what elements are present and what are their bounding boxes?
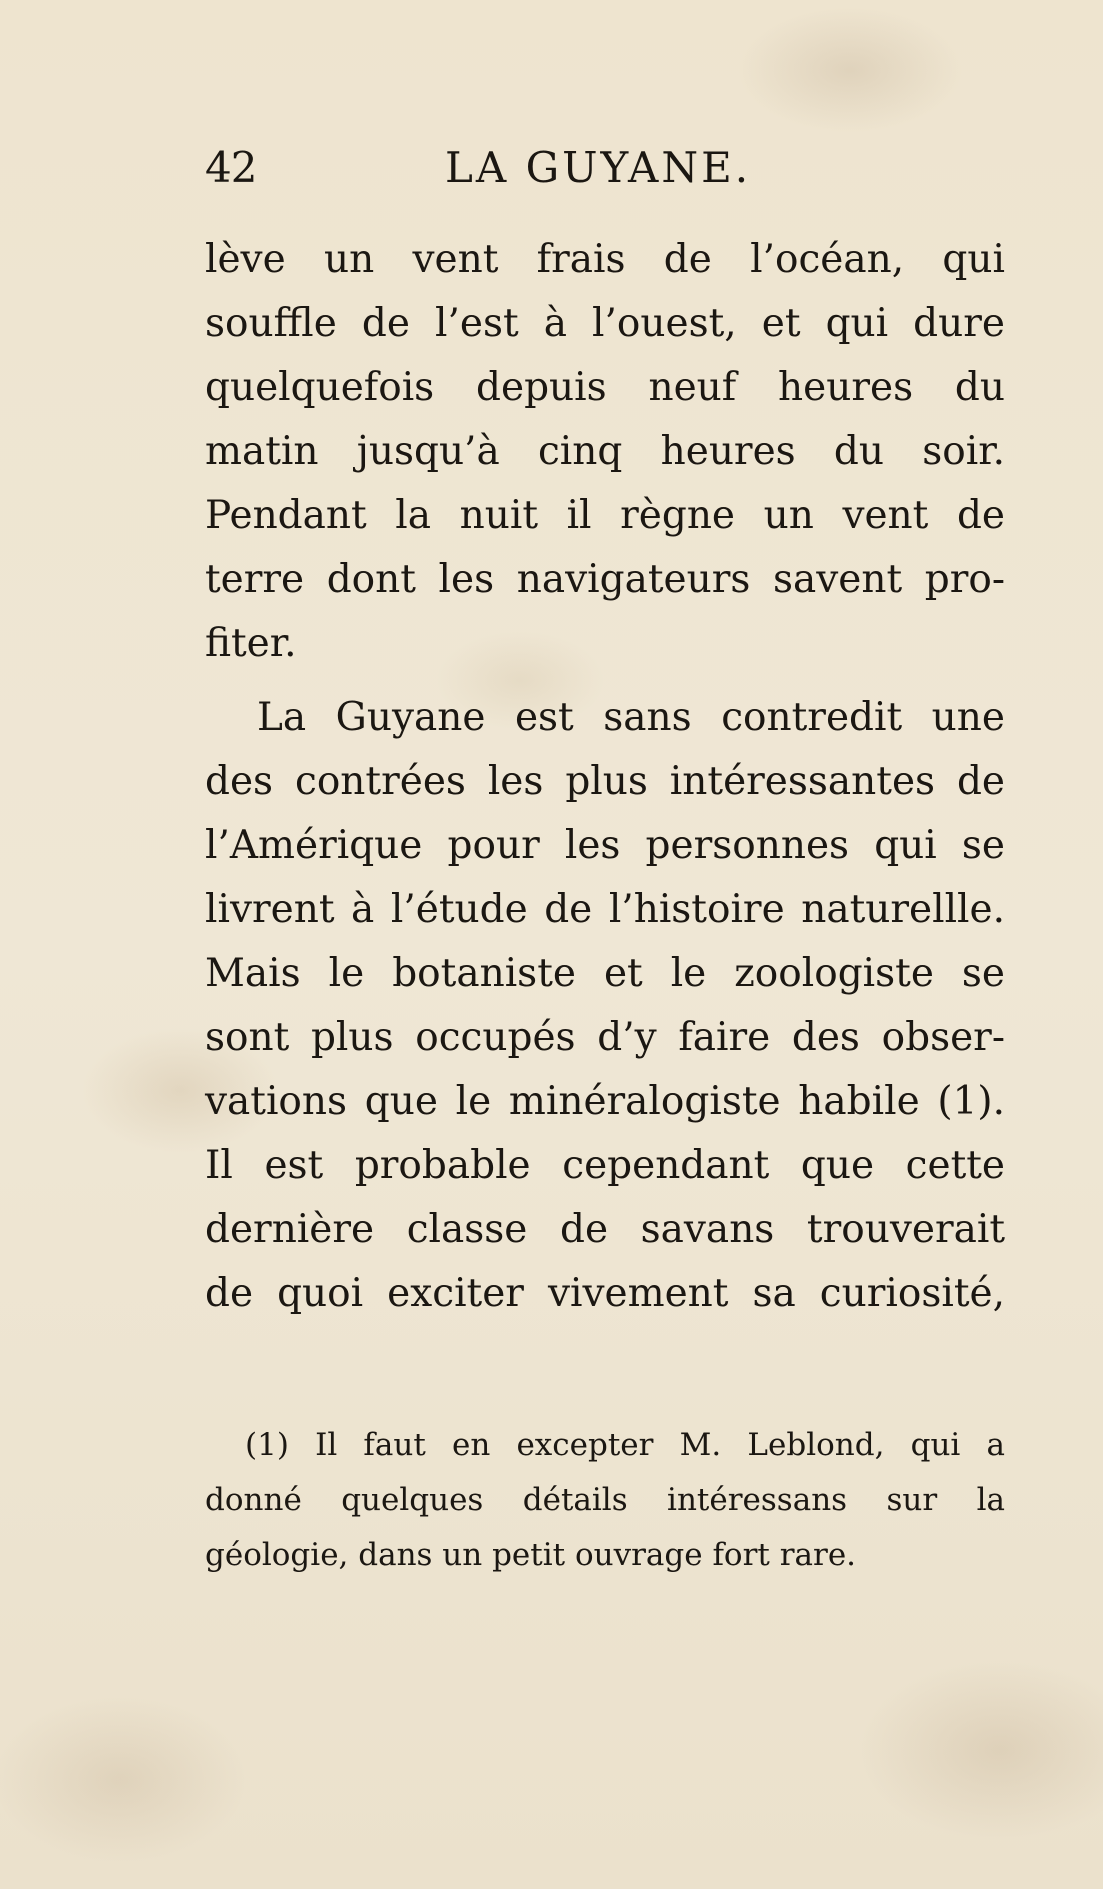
text-line: l’Amérique pour les personnes qui se [205,823,1005,868]
text-line: sont plus occupés d’y faire des obser- [205,1015,1005,1060]
main-text [205,228,1005,1326]
text-line: dernière classe de savans trouverait [205,1207,1005,1252]
text-line: quelquefois depuis neuf heures du [205,365,1005,410]
text-line: matin jusqu’à cinq heures du soir. [205,429,1005,474]
paragraph-1 [205,228,1005,676]
footnote [205,1418,1005,1583]
text-line: terre dont les navigateurs savent pro- [205,557,1005,602]
footnote-line: (1) Il faut en excepter M. Leblond, qui a [245,1427,1005,1463]
paragraph-2 [205,686,1005,1326]
footnote-line: donné quelques détails intéressans sur la [205,1482,1005,1518]
text-line: de quoi exciter vivement sa curiosité, [205,1271,1005,1316]
text-line: souffle de l’est à l’ouest, et qui dure [205,301,1005,346]
text-line: Mais le botaniste et le zoologiste se [205,951,1005,996]
page-header [205,142,765,194]
text-line: La Guyane est sans contredit une [257,695,1005,740]
text-line: lève un vent frais de l’océan, qui [205,237,1005,282]
text-line: livrent à l’étude de l’histoire naturellle. [205,887,1005,932]
page-number: 42 [205,143,257,192]
running-title: LA GUYANE. [445,143,752,192]
text-line: des contrées les plus intéressantes de [205,759,1005,804]
text-line: vations que le minéralogiste habile (1). [205,1079,1005,1124]
footnote-line: géologie, dans un petit ouvrage fort rare. [205,1537,857,1573]
text-line: fiter. [205,621,297,666]
text-line: Il est probable cependant que cette [205,1143,1005,1188]
text-line: Pendant la nuit il règne un vent de [205,493,1005,538]
paragraph-gap [205,676,1005,686]
